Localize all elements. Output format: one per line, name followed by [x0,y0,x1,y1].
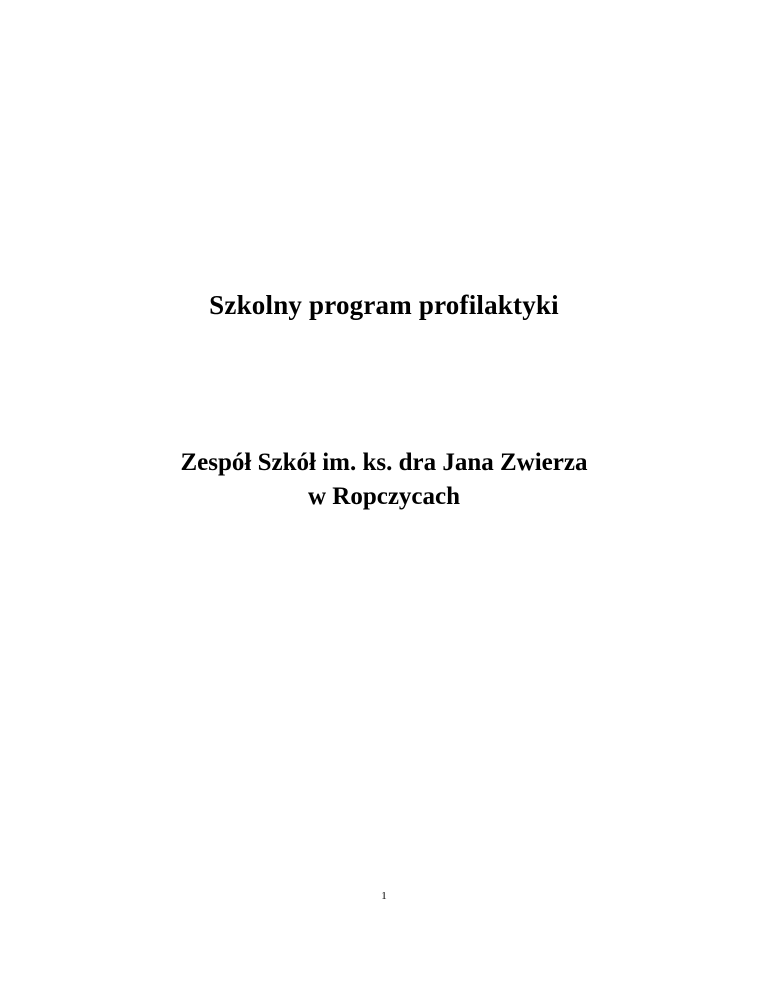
document-subtitle [0,446,768,515]
subtitle-line-2: w Ropczycach [307,483,461,511]
page-number: 1 [381,890,387,902]
subtitle-line-1: Zespół Szkół im. ks. dra Jana Zwierza [180,448,588,476]
page-title: Szkolny program profilaktyki [209,290,559,321]
